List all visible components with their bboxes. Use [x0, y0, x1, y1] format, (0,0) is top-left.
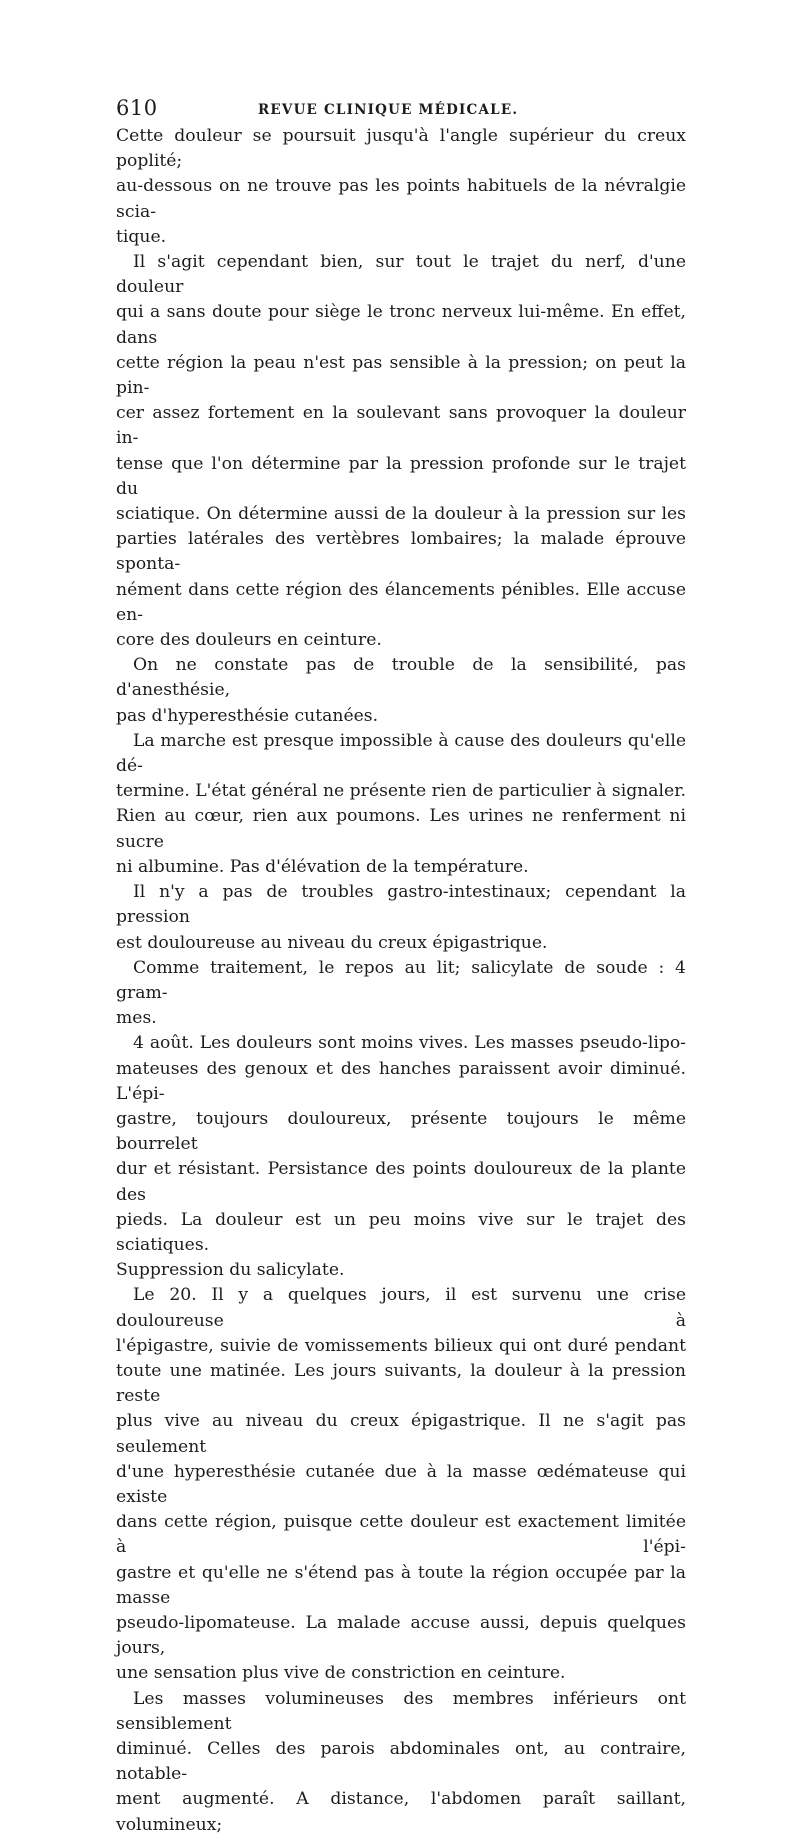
- text-line: plus vive au niveau du creux épigastrique. Il ne s'agit pas seulement: [116, 1411, 686, 1457]
- text-line: pieds. La douleur est un peu moins vive sur le trajet des sciatiques.: [116, 1209, 686, 1255]
- text-line: gastre et qu'elle ne s'étend pas à toute la région occupée par la masse: [116, 1562, 686, 1608]
- text-line: pseudo-lipomateuse. La malade accuse aussi, depuis quelques jours,: [116, 1612, 686, 1659]
- text-line: diminué. Celles des parois abdominales ont, au contraire, notable-: [116, 1739, 686, 1785]
- text-line: Comme traitement, le repos au lit; salicylate de soude : 4 gram-: [116, 957, 686, 1003]
- text-line: tense que l'on détermine par la pression profonde sur le trajet du: [116, 453, 686, 499]
- text-line: mateuses des genoux et des hanches paraissent avoir diminué. L'épi-: [116, 1058, 686, 1104]
- text-line: tique.: [116, 226, 167, 247]
- text-line: Suppression du salicylate.: [116, 1260, 345, 1281]
- text-line: Cette douleur se poursuit jusqu'à l'angle supérieur du creux poplité;: [116, 126, 686, 172]
- text-line: cette région la peau n'est pas sensible à la pression; on peut la pin-: [116, 352, 686, 399]
- text-line: On ne constate pas de trouble de la sensibilité, pas d'anesthésie,: [116, 655, 686, 701]
- text-line: 4 août. Les douleurs sont moins vives. Les masses pseudo-lipo-: [133, 1033, 686, 1054]
- text-line: termine. L'état général ne présente rien de particulier à signaler.: [116, 781, 686, 802]
- page-number: 610: [116, 96, 158, 120]
- text-line: Les masses volumineuses des membres inférieurs ont sensiblement: [116, 1688, 686, 1734]
- running-title: REVUE CLINIQUE MÉDICALE.: [258, 102, 519, 118]
- text-line: parties latérales des vertèbres lombaires; la malade éprouve sponta-: [116, 529, 686, 575]
- text-line: qui a sans doute pour siège le tronc nerveux lui-même. En effet, dans: [116, 302, 686, 348]
- text-line: dur et résistant. Persistance des points douloureux de la plante des: [116, 1159, 686, 1205]
- page-header: [116, 96, 686, 126]
- text-line: toute une matinée. Les jours suivants, la douleur à la pression reste: [116, 1360, 686, 1407]
- text-line: core des douleurs en ceinture.: [116, 630, 382, 651]
- body-text: [116, 124, 686, 1838]
- text-line: La marche est presque impossible à cause des douleurs qu'elle dé-: [116, 730, 686, 777]
- text-line: Il n'y a pas de troubles gastro-intestinaux; cependant la pression: [116, 882, 686, 928]
- text-line: nément dans cette région des élancements pénibles. Elle accuse en-: [116, 579, 686, 625]
- text-line: une sensation plus vive de constriction en ceinture.: [116, 1663, 566, 1684]
- text-line: sciatique. On détermine aussi de la douleur à la pression sur les: [116, 504, 686, 525]
- text-line: mes.: [116, 1008, 157, 1029]
- text-line: l'épigastre, suivie de vomissements bilieux qui ont duré pendant: [116, 1335, 686, 1356]
- text-line: est douloureuse au niveau du creux épigastrique.: [116, 932, 548, 953]
- text-line: ment augmenté. A distance, l'abdomen paraît saillant, volumineux;: [116, 1789, 686, 1835]
- text-line: d'une hyperesthésie cutanée due à la masse œdémateuse qui existe: [116, 1461, 686, 1507]
- text-line: au-dessous on ne trouve pas les points habituels de la névralgie scia-: [116, 176, 686, 222]
- text-line: ni albumine. Pas d'élévation de la température.: [116, 856, 529, 877]
- text-line: cer assez fortement en la soulevant sans provoquer la douleur in-: [116, 403, 686, 449]
- text-line: Il s'agit cependant bien, sur tout le trajet du nerf, d'une douleur: [116, 252, 686, 298]
- text-line: gastre, toujours douloureux, présente toujours le même bourrelet: [116, 1108, 686, 1155]
- text-line: dans cette région, puisque cette douleur est exactement limitée à l'épi-: [116, 1512, 686, 1558]
- text-line: Rien au cœur, rien aux poumons. Les urines ne renferment ni sucre: [116, 806, 686, 852]
- text-line: pas d'hyperesthésie cutanées.: [116, 705, 379, 726]
- text-line: Le 20. Il y a quelques jours, il est survenu une crise douloureuse à: [116, 1285, 686, 1331]
